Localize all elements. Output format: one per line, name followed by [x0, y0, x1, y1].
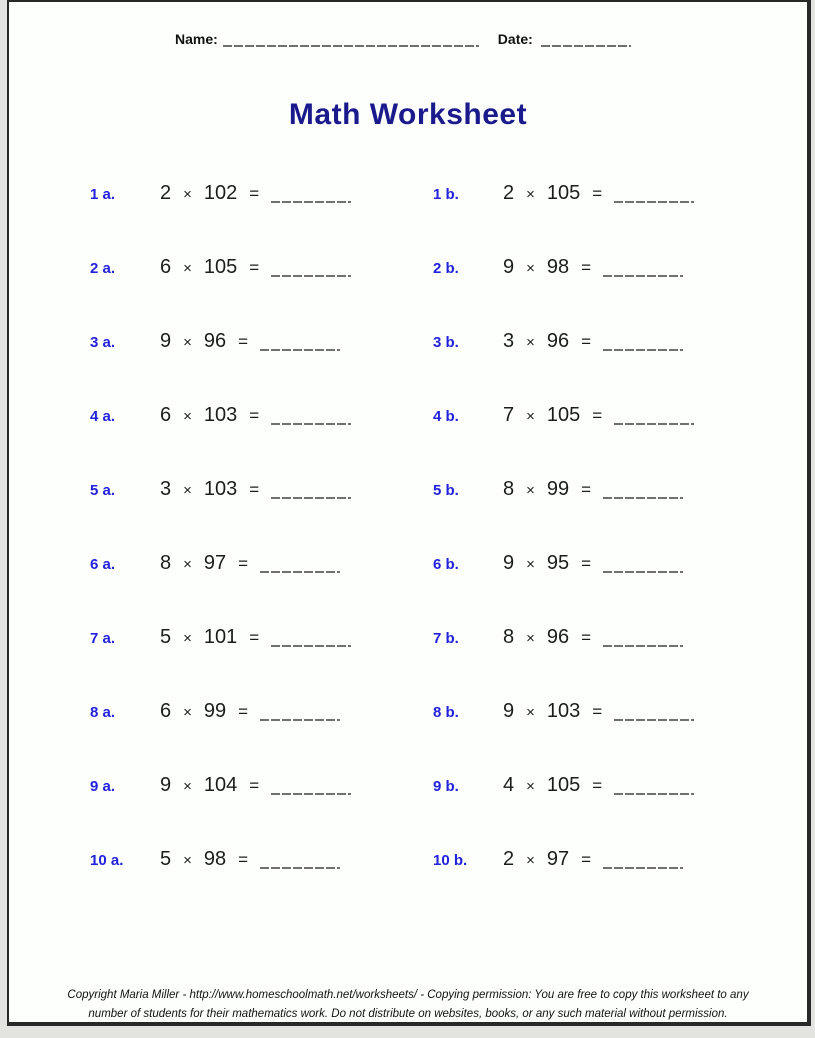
problem-expression [160, 700, 340, 723]
multiplier: 105 [546, 404, 581, 426]
multiply-sign: × [183, 334, 192, 351]
problem-number: 7 b. [433, 630, 459, 647]
page-title: Math Worksheet [288, 98, 528, 131]
multiplicand: 3 [503, 330, 515, 352]
problem-expression [160, 774, 351, 797]
problem-expression [503, 182, 694, 205]
problem-cell [433, 626, 694, 700]
equals-sign: = [238, 332, 249, 351]
equals-sign: = [249, 628, 260, 647]
multiplicand: 5 [160, 848, 172, 870]
problem-cell [90, 478, 433, 552]
multiply-sign: × [526, 334, 535, 351]
multiplier: 98 [546, 256, 570, 278]
multiply-sign: × [526, 630, 535, 647]
problem-expression [503, 552, 683, 575]
problem-cell [90, 404, 433, 478]
multiply-sign: × [183, 260, 192, 277]
multiplicand: 8 [503, 626, 515, 648]
name-blank-line [223, 33, 479, 47]
problem-expression [503, 774, 694, 797]
problem-cell [90, 256, 433, 330]
multiply-sign: × [183, 556, 192, 573]
problem-expression [503, 256, 683, 279]
answer-blank [603, 261, 683, 277]
multiply-sign: × [526, 704, 535, 721]
multiply-sign: × [183, 630, 192, 647]
answer-blank [271, 261, 351, 277]
multiplier: 97 [203, 552, 227, 574]
problem-cell [90, 552, 433, 626]
multiply-sign: × [183, 778, 192, 795]
answer-blank [260, 853, 340, 869]
multiply-sign: × [183, 482, 192, 499]
multiplier: 97 [546, 848, 570, 870]
equals-sign: = [581, 554, 592, 573]
problem-number: 9 b. [433, 778, 459, 795]
answer-blank [603, 853, 683, 869]
multiplicand: 6 [160, 404, 172, 426]
answer-blank [614, 409, 694, 425]
problem-cell [433, 256, 694, 330]
multiplier: 105 [546, 182, 581, 204]
problem-cell [90, 182, 433, 256]
problem-number: 2 b. [433, 260, 459, 277]
multiplicand: 9 [160, 774, 172, 796]
equals-sign: = [238, 702, 249, 721]
multiplier: 102 [203, 182, 238, 204]
multiplier: 99 [546, 478, 570, 500]
multiplier: 103 [203, 478, 238, 500]
problem-number: 8 a. [90, 704, 116, 721]
multiplier: 104 [203, 774, 238, 796]
problem-expression [160, 626, 351, 649]
multiplier: 101 [203, 626, 238, 648]
multiply-sign: × [526, 408, 535, 425]
multiplicand: 2 [503, 182, 515, 204]
multiplier: 105 [203, 256, 238, 278]
multiplier: 98 [203, 848, 227, 870]
multiplicand: 9 [503, 256, 515, 278]
multiply-sign: × [526, 556, 535, 573]
equals-sign: = [249, 776, 260, 795]
answer-blank [271, 409, 351, 425]
equals-sign: = [592, 702, 603, 721]
problem-expression [503, 626, 683, 649]
answer-blank [614, 779, 694, 795]
problem-number: 4 a. [90, 408, 116, 425]
problem-cell [433, 330, 694, 404]
multiply-sign: × [183, 408, 192, 425]
answer-blank [614, 705, 694, 721]
multiplicand: 5 [160, 626, 172, 648]
multiplier: 95 [546, 552, 570, 574]
equals-sign: = [581, 628, 592, 647]
answer-blank [603, 335, 683, 351]
equals-sign: = [238, 850, 249, 869]
footer-line-2: number of students for their mathematics work. Do not distribute on websites, books, or any such material without permission. [88, 1008, 728, 1020]
problem-expression [160, 404, 351, 427]
multiplier: 96 [546, 626, 570, 648]
problem-number: 5 a. [90, 482, 116, 499]
multiplier: 103 [203, 404, 238, 426]
multiplier: 103 [546, 700, 581, 722]
date-label: Date: [497, 31, 533, 47]
multiplicand: 6 [160, 700, 172, 722]
worksheet-page [7, 0, 811, 1026]
equals-sign: = [238, 554, 249, 573]
answer-blank [603, 631, 683, 647]
problem-number: 9 a. [90, 778, 116, 795]
problem-cell [90, 774, 433, 848]
problem-expression [160, 330, 340, 353]
problem-number: 5 b. [433, 482, 459, 499]
equals-sign: = [249, 258, 260, 277]
equals-sign: = [249, 406, 260, 425]
answer-blank [614, 187, 694, 203]
problem-cell [433, 404, 694, 478]
problem-number: 8 b. [433, 704, 459, 721]
equals-sign: = [249, 184, 260, 203]
footer [9, 986, 807, 1024]
date-blank-line [541, 33, 631, 47]
problem-number: 1 b. [433, 186, 459, 203]
problem-number: 10 b. [433, 852, 468, 869]
multiplicand: 2 [160, 182, 172, 204]
multiplier: 96 [546, 330, 570, 352]
multiply-sign: × [183, 186, 192, 203]
answer-blank [260, 335, 340, 351]
equals-sign: = [592, 184, 603, 203]
problem-expression [160, 182, 351, 205]
problem-number: 1 a. [90, 186, 116, 203]
problem-expression [160, 552, 340, 575]
problem-expression [503, 478, 683, 501]
problem-expression [503, 700, 694, 723]
equals-sign: = [592, 406, 603, 425]
multiplicand: 2 [503, 848, 515, 870]
multiplicand: 3 [160, 478, 172, 500]
problem-expression [503, 404, 694, 427]
multiplicand: 9 [503, 700, 515, 722]
answer-blank [603, 483, 683, 499]
problem-cell [433, 182, 694, 256]
multiplicand: 4 [503, 774, 515, 796]
equals-sign: = [592, 776, 603, 795]
problem-number: 6 a. [90, 556, 116, 573]
problem-expression [160, 478, 351, 501]
problem-cell [433, 478, 694, 552]
header [175, 30, 631, 47]
name-label: Name: [175, 31, 218, 47]
problem-cell [433, 700, 694, 774]
equals-sign: = [581, 850, 592, 869]
multiply-sign: × [526, 852, 535, 869]
problems-grid [90, 182, 694, 922]
answer-blank [271, 631, 351, 647]
multiplier: 105 [546, 774, 581, 796]
footer-line-1: Copyright Maria Miller - http://www.homeschoolmath.net/worksheets/ - Copying permission: You are free to copy this worksheet to any [67, 989, 749, 1001]
equals-sign: = [581, 332, 592, 351]
answer-blank [603, 557, 683, 573]
multiply-sign: × [526, 186, 535, 203]
multiply-sign: × [526, 482, 535, 499]
problem-cell [90, 330, 433, 404]
problem-number: 6 b. [433, 556, 459, 573]
equals-sign: = [581, 258, 592, 277]
multiplicand: 6 [160, 256, 172, 278]
answer-blank [260, 705, 340, 721]
problem-cell [433, 848, 694, 922]
multiplier: 96 [203, 330, 227, 352]
multiplicand: 8 [160, 552, 172, 574]
multiply-sign: × [526, 260, 535, 277]
problem-expression [160, 848, 340, 871]
problem-expression [503, 848, 683, 871]
problem-cell [433, 774, 694, 848]
problem-number: 4 b. [433, 408, 459, 425]
problem-number: 2 a. [90, 260, 116, 277]
multiplicand: 9 [503, 552, 515, 574]
equals-sign: = [249, 480, 260, 499]
problem-cell [90, 848, 433, 922]
problem-number: 3 a. [90, 334, 116, 351]
multiplier: 99 [203, 700, 227, 722]
multiply-sign: × [526, 778, 535, 795]
answer-blank [271, 483, 351, 499]
answer-blank [271, 779, 351, 795]
problem-cell [90, 700, 433, 774]
problem-cell [433, 552, 694, 626]
problem-expression [160, 256, 351, 279]
problem-cell [90, 626, 433, 700]
problem-number: 7 a. [90, 630, 116, 647]
multiplicand: 7 [503, 404, 515, 426]
multiply-sign: × [183, 704, 192, 721]
multiply-sign: × [183, 852, 192, 869]
multiplicand: 9 [160, 330, 172, 352]
answer-blank [260, 557, 340, 573]
problem-number: 3 b. [433, 334, 459, 351]
problem-expression [503, 330, 683, 353]
answer-blank [271, 187, 351, 203]
problem-number: 10 a. [90, 852, 124, 869]
multiplicand: 8 [503, 478, 515, 500]
equals-sign: = [581, 480, 592, 499]
